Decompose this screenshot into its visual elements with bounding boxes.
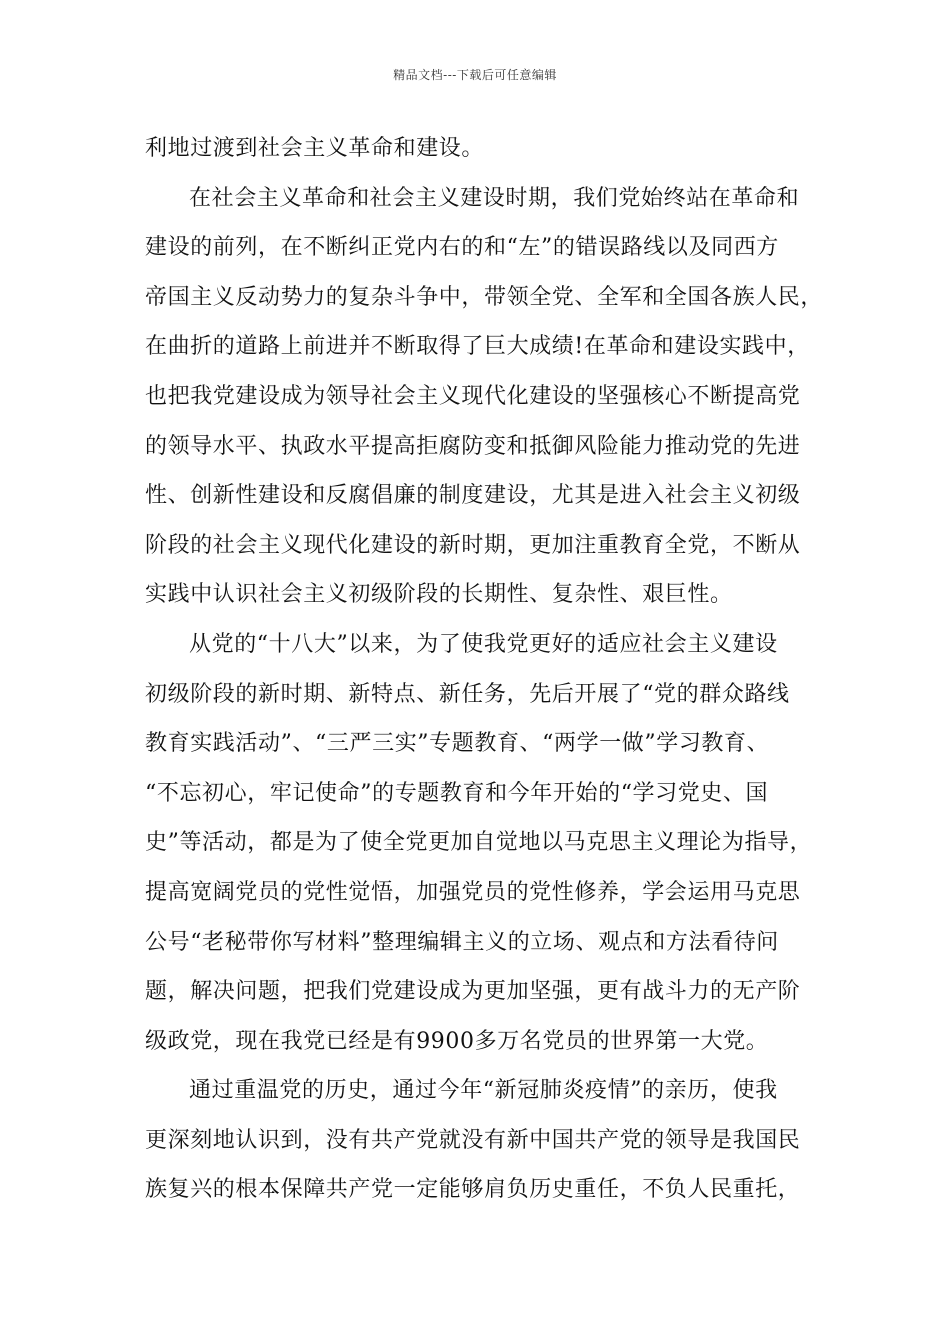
page-header: 精品文档---下载后可任意编辑 [393, 68, 557, 82]
text-line: 初级阶段的新时期、新特点、新任务，先后开展了“党的群众路线 [145, 681, 790, 707]
text-line: 更深刻地认识到，没有共产党就没有新中国共产党的领导是我国民 [145, 1127, 801, 1153]
text-line: 史”等活动，都是为了使全党更加自觉地以马克思主义理论为指导， [145, 830, 813, 856]
text-line: 级政党，现在我党已经是有9900多万名党员的世界第一大党。 [145, 1028, 769, 1054]
text-line: 利地过渡到社会主义革命和建设。 [145, 136, 485, 161]
text-line: 在曲折的道路上前进并不断取得了巨大成绩!在革命和建设实践中， [145, 334, 810, 360]
text-line: 帝国主义反动势力的复杂斗争中，带领全党、全军和全国各族人民， [145, 284, 824, 310]
text-line: 也把我党建设成为领导社会主义现代化建设的坚强核心不断提高党 [145, 383, 801, 409]
paragraph-start-line: 通过重温党的历史，通过今年“新冠肺炎疫情”的亲历，使我 [189, 1078, 778, 1104]
text-line: “不忘初心，牢记使命”的专题教育和今年开始的“学习党史、国 [145, 780, 769, 806]
text-line: 的领导水平、执政水平提高拒腐防变和抵御风险能力推动党的先进 [145, 433, 801, 459]
text-line: 教育实践活动”、“三严三实”专题教育、“两学一做”学习教育、 [145, 731, 770, 757]
text-line: 实践中认识社会主义初级阶段的长期性、复杂性、艰巨性。 [145, 582, 733, 608]
text-line: 族复兴的根本保障共产党一定能够肩负历史重任，不负人民重托， [145, 1177, 801, 1203]
text-line: 题，解决问题，把我们党建设成为更加坚强，更有战斗力的无产阶 [145, 979, 801, 1005]
text-line: 阶段的社会主义现代化建设的新时期，更加注重教育全党，不断从 [145, 532, 801, 558]
paragraph-start-line: 从党的“十八大”以来，为了使我党更好的适应社会主义建设 [189, 631, 778, 657]
text-line: 性、创新性建设和反腐倡廉的制度建设，尤其是进入社会主义初级 [145, 483, 801, 509]
document-body [145, 124, 824, 1215]
text-line: 公号“老秘带你写材料”整理编辑主义的立场、观点和方法看待问 [145, 929, 779, 955]
paragraph-start-line: 在社会主义革命和社会主义建设时期，我们党始终站在革命和 [189, 185, 800, 211]
text-line: 提高宽阔党员的党性觉悟，加强党员的党性修养，学会运用马克思 [145, 879, 801, 905]
text-line: 建设的前列，在不断纠正党内右的和“左”的错误路线以及同西方 [145, 235, 779, 261]
